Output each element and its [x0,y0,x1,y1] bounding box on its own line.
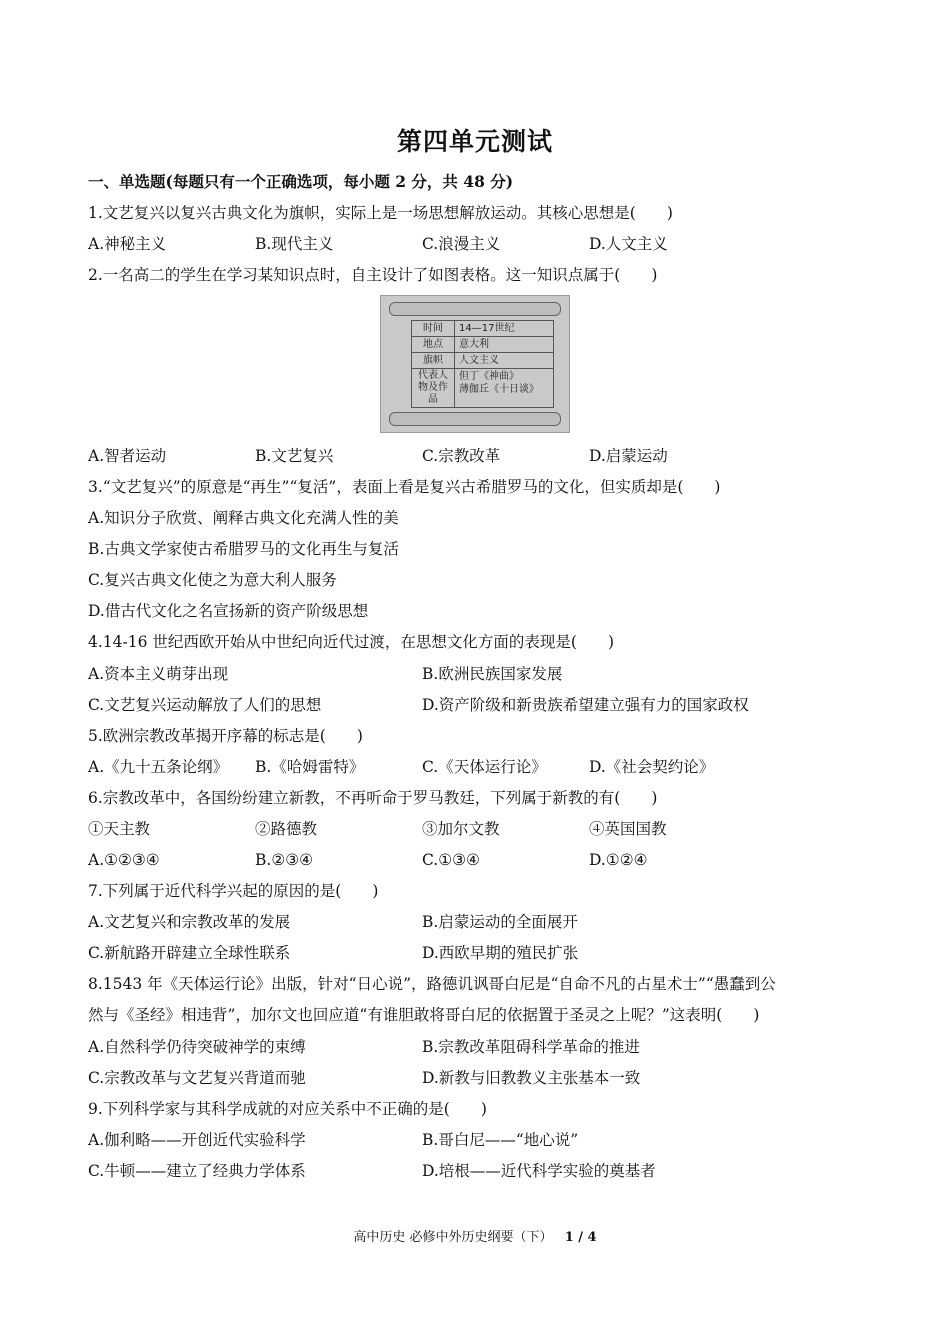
q9-option-d: D.培根——近代科学实验的奠基者 [422,1162,656,1180]
q9-option-b: B.哥白尼——“地心说” [422,1131,579,1149]
question-2-stem: 2.一名高二的学生在学习某知识点时，自主设计了如图表格。这一知识点属于( ) [88,266,658,284]
q6-item-1: ①天主教 [88,820,151,838]
q2-option-c: C.宗教改革 [422,447,501,465]
q6-option-c: C.①③④ [422,851,480,869]
table-row [412,337,554,353]
q4-option-c: C.文艺复兴运动解放了人们的思想 [88,696,322,714]
q7-option-d: D.西欧早期的殖民扩张 [422,944,579,962]
question-8-stem-line-2: 然与《圣经》相违背”，加尔文也回应道“有谁胆敢将哥白尼的依据置于圣灵之上呢？”这表明( ) [88,1006,760,1024]
q5-option-b: B.《哈姆雷特》 [255,758,365,776]
scroll-top-roll [389,302,561,316]
q3-option-d: D.借古代文化之名宣扬新的资产阶级思想 [88,602,369,620]
table-cell-key: 代表人物及作品 [412,369,455,408]
table-cell-value: 但丁《神曲》 薄伽丘《十日谈》 [455,369,554,408]
footer-text: 高中历史 必修中外历史纲要（下） [353,1230,553,1245]
q1-option-c: C.浪漫主义 [422,235,501,253]
page-title: 第四单元测试 [396,127,553,156]
q6-option-a: A.①②③④ [88,851,160,869]
question-5-stem: 5.欧洲宗教改革揭开序幕的标志是( ) [88,727,363,745]
table-row [412,353,554,369]
question-7-stem: 7.下列属于近代科学兴起的原因的是( ) [88,882,379,900]
table-cell-value: 14—17世纪 [455,321,554,337]
scroll-table-figure [380,295,570,433]
page-number: 1 / 4 [564,1230,597,1245]
q5-option-a: A.《九十五条论纲》 [88,758,229,776]
q5-option-c: C.《天体运行论》 [422,758,547,776]
page-footer [0,1226,950,1245]
q6-item-2: ②路德教 [255,820,318,838]
table-cell-value: 人文主义 [455,353,554,369]
q6-item-4: ④英国国教 [589,820,667,838]
scroll-bottom-roll [389,412,561,426]
table-row [412,321,554,337]
q7-option-c: C.新航路开辟建立全球性联系 [88,944,291,962]
section-heading: 一、单选题(每题只有一个正确选项，每小题 2 分，共 48 分) [88,172,514,191]
question-3-stem: 3.“文艺复兴”的原意是“再生”“复活”，表面上看是复兴古希腊罗马的文化，但实质却是( ) [88,478,721,496]
q7-option-b: B.启蒙运动的全面展开 [422,913,578,931]
table-cell-value: 意大利 [455,337,554,353]
question-9-stem: 9.下列科学家与其科学成就的对应关系中不正确的是( ) [88,1100,487,1118]
q8-option-d: D.新教与旧教教义主张基本一致 [422,1069,641,1087]
table-row [412,369,554,408]
q8-option-b: B.宗教改革阻碍科学革命的推进 [422,1038,640,1056]
q3-option-a: A.知识分子欣赏、阐释古典文化充满人性的美 [88,509,399,527]
table-cell-key: 旗帜 [412,353,455,369]
table-cell-key: 地点 [412,337,455,353]
q6-option-b: B.②③④ [255,851,314,869]
question-1-stem: 1.文艺复兴以复兴古典文化为旗帜，实际上是一场思想解放运动。其核心思想是( ) [88,204,673,222]
q3-option-c: C.复兴古典文化使之为意大利人服务 [88,571,337,589]
q1-option-a: A.神秘主义 [88,235,167,253]
q4-option-b: B.欧洲民族国家发展 [422,665,563,683]
q6-item-3: ③加尔文教 [422,820,500,838]
table-cell-key: 时间 [412,321,455,337]
q9-option-c: C.牛顿——建立了经典力学体系 [88,1162,306,1180]
q1-option-d: D.人文主义 [589,235,668,253]
q1-option-b: B.现代主义 [255,235,334,253]
q8-option-a: A.自然科学仍待突破神学的束缚 [88,1038,306,1056]
q3-option-b: B.古典文学家使古希腊罗马的文化再生与复活 [88,540,399,558]
q2-option-b: B.文艺复兴 [255,447,334,465]
q9-option-a: A.伽利略——开创近代实验科学 [88,1131,306,1149]
q2-option-d: D.启蒙运动 [589,447,668,465]
q6-option-d: D.①②④ [589,851,648,869]
q5-option-d: D.《社会契约论》 [589,758,715,776]
q7-option-a: A.文艺复兴和宗教改革的发展 [88,913,291,931]
question-8-stem-line-1: 8.1543 年《天体运行论》出版，针对“日心说”，路德讥讽哥白尼是“自命不凡的占星术士”“愚蠢到公 [88,975,776,993]
question-4-stem: 4.14-16 世纪西欧开始从中世纪向近代过渡，在思想文化方面的表现是( ) [88,633,614,651]
q8-option-c: C.宗教改革与文艺复兴背道而驰 [88,1069,306,1087]
q4-option-a: A.资本主义萌芽出现 [88,665,229,683]
q2-option-a: A.智者运动 [88,447,167,465]
question-6-stem: 6.宗教改革中，各国纷纷建立新教，不再听命于罗马教廷，下列属于新教的有( ) [88,789,658,807]
q4-option-d: D.资产阶级和新贵族希望建立强有力的国家政权 [422,696,749,714]
figure-table [411,320,554,408]
